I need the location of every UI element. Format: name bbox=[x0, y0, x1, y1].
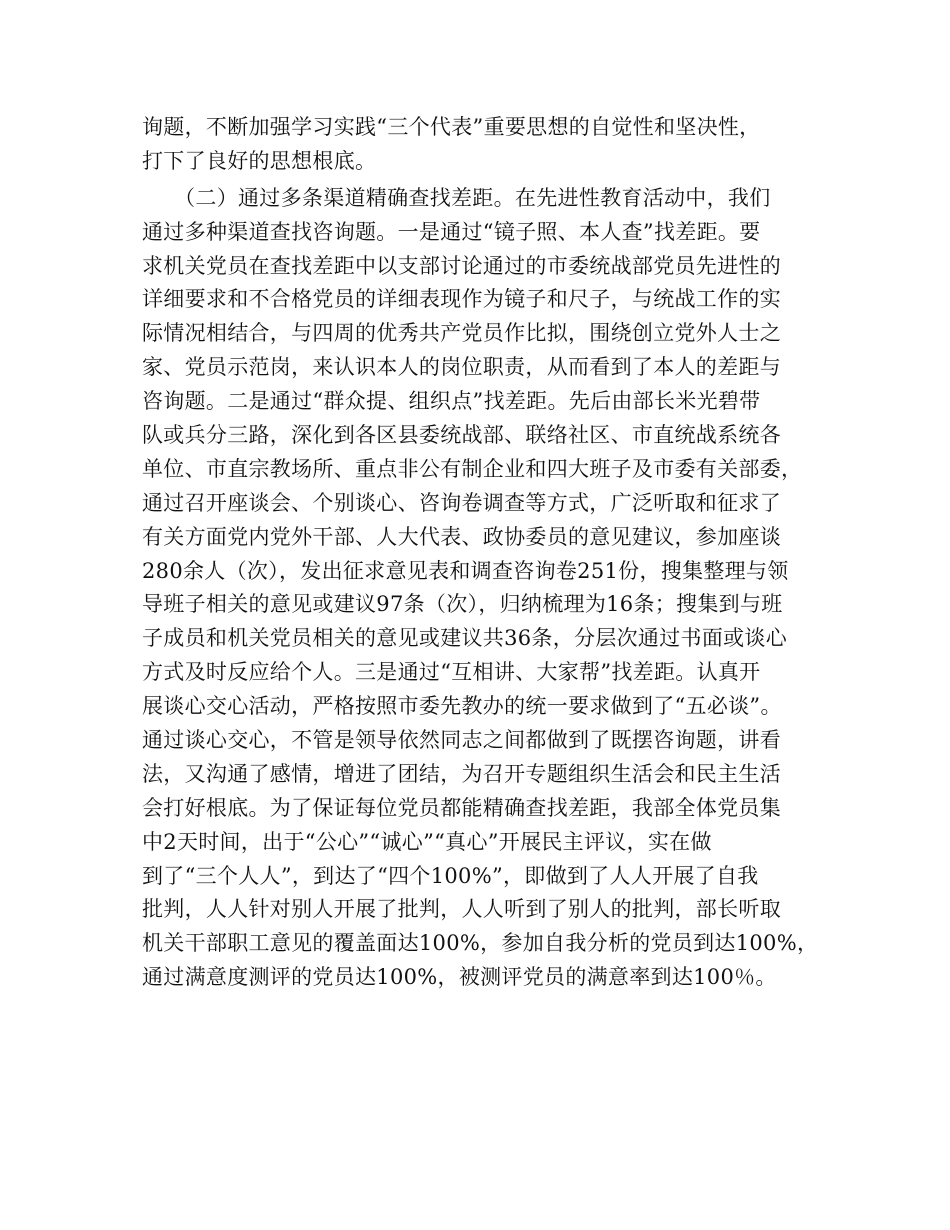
text-line: 方式及时反应给个人。三是通过“互相讲、大家帮”找差距。认真开 bbox=[142, 660, 761, 685]
text-line: 通过谈心交心，不管是领导依然同志之间都做到了既摆咨询题，讲看 bbox=[142, 728, 781, 753]
text-line: 咨询题。二是通过“群众提、组织点”找差距。先后由部长米光碧带 bbox=[142, 389, 761, 414]
text-line: 批判，人人针对别人开展了批判，人人听到了别人的批判，部长听取 bbox=[142, 897, 781, 922]
body-text bbox=[142, 111, 842, 995]
text-line: 展谈心交心活动，严格按照市委先教办的统一要求做到了“五必谈”。 bbox=[142, 694, 782, 719]
text-line: 求机关党员在查找差距中以支部讨论通过的市委统战部党员先进性的 bbox=[142, 253, 781, 278]
text-line: 打下了良好的思想根底。 bbox=[142, 148, 377, 173]
text-line: 中2天时间，出于“公心”“诚心”“真心”开展民主评议，实在做 bbox=[142, 829, 712, 854]
text-line: 际情况相结合，与四周的优秀共产党员作比拟，围绕创立党外人士之 bbox=[142, 321, 781, 346]
text-line: 通过召开座谈会、个别谈心、咨询卷调查等方式，广泛听取和征求了 bbox=[142, 490, 781, 515]
text-line: 询题，不断加强学习实践“三个代表”重要思想的自觉性和坚决性， bbox=[142, 115, 761, 139]
text-line: 导班子相关的意见或建议97条（次），归纳梳理为16条；搜集到与班 bbox=[142, 592, 783, 617]
text-line: 会打好根底。为了保证每位党员都能精确查找差距，我部全体党员集 bbox=[142, 795, 781, 820]
text-line: 通过多种渠道查找咨询题。一是通过“镜子照、本人查”找差距。要 bbox=[142, 219, 761, 244]
text-line: 队或兵分三路，深化到各区县委统战部、联络社区、市直统战系统各 bbox=[142, 423, 781, 448]
text-line: 有关方面党内党外干部、人大代表、政协委员的意见建议，参加座谈 bbox=[142, 524, 781, 549]
text-line: 详细要求和不合格党员的详细表现作为镜子和尺子，与统战工作的实 bbox=[142, 287, 781, 312]
text-line: 单位、市直宗教场所、重点非公有制企业和四大班子及市委有关部委， bbox=[142, 456, 803, 481]
text-line: 到了“三个人人”，到达了“四个100%”，即做到了人人开展了自我 bbox=[142, 863, 759, 888]
text-line: 法，又沟通了感情，增进了团结，为召开专题组织生活会和民主生活 bbox=[142, 761, 781, 786]
text-line: 家、党员示范岗，来认识本人的岗位职责，从而看到了本人的差距与 bbox=[142, 355, 781, 380]
paragraph-start-line: （二）通过多条渠道精确查找差距。在先进性教育活动中，我们 bbox=[142, 185, 771, 210]
text-line: 子成员和机关党员相关的意见或建议共36条，分层次通过书面或谈心 bbox=[142, 626, 788, 651]
text-line: 通过满意度测评的党员达100%，被测评党员的满意率到达100％。 bbox=[142, 965, 777, 990]
text-line: 机关干部职工意见的覆盖面达100%，参加自我分析的党员到达100%， bbox=[142, 931, 819, 956]
text-line: 280余人（次），发出征求意见表和调查咨询卷251份，搜集整理与领 bbox=[142, 558, 789, 583]
